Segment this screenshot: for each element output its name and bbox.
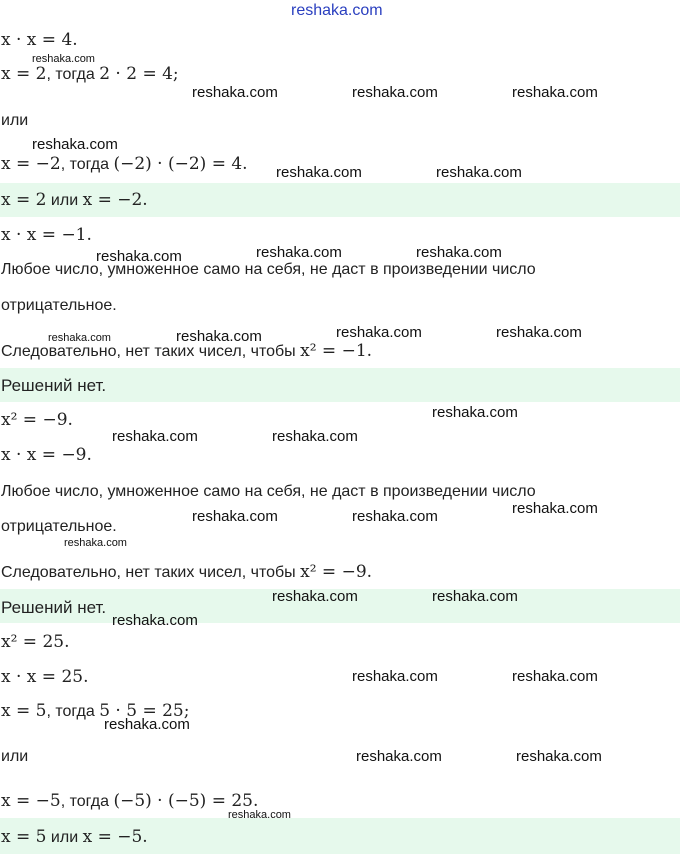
watermark: reshaka.com xyxy=(272,588,358,605)
watermark: reshaka.com xyxy=(228,809,291,821)
explanation-text: Любое число, умноженное само на себя, не даст в произведении число xyxy=(1,483,536,500)
watermark: reshaka.com xyxy=(104,716,190,733)
equation: x = 5 xyxy=(1,701,47,721)
equation-line: x · x = −1. xyxy=(1,225,92,245)
connector-text: , тогда xyxy=(60,156,114,173)
watermark: reshaka.com xyxy=(432,404,518,421)
watermark: reshaka.com xyxy=(272,428,358,445)
watermark: reshaka.com xyxy=(32,136,118,153)
watermark: reshaka.com xyxy=(32,53,95,65)
connector-text: , тогда xyxy=(60,793,114,810)
watermark: reshaka.com xyxy=(512,668,598,685)
equation: x = 2 xyxy=(1,190,47,210)
watermark: reshaka.com xyxy=(352,668,438,685)
watermark: reshaka.com xyxy=(176,328,262,345)
watermark: reshaka.com xyxy=(192,508,278,525)
watermark: reshaka.com xyxy=(48,332,111,344)
solution-line xyxy=(1,790,258,813)
equation: (−2) · (−2) = 4. xyxy=(113,154,248,174)
watermark: reshaka.com xyxy=(516,748,602,765)
watermark: reshaka.com xyxy=(416,244,502,261)
or-text: или xyxy=(1,748,29,765)
watermark: reshaka.com xyxy=(64,537,127,549)
conclusion-text: Следовательно, нет таких чисел, чтобы xyxy=(1,564,301,581)
answer-line xyxy=(1,189,148,212)
equation: x = −5. xyxy=(82,827,148,847)
watermark: reshaka.com xyxy=(192,84,278,101)
watermark: reshaka.com xyxy=(432,588,518,605)
watermark: reshaka.com xyxy=(96,248,182,265)
explanation-text: отрицательное. xyxy=(1,297,117,314)
equation-line: x² = −9. xyxy=(1,410,73,430)
equation: 2 · 2 = 4; xyxy=(99,64,179,84)
watermark: reshaka.com xyxy=(276,164,362,181)
connector-text: или xyxy=(46,829,83,846)
equation: x² = −9. xyxy=(300,562,373,582)
header-watermark: reshaka.com xyxy=(291,2,383,19)
equation-line: x · x = −9. xyxy=(1,445,92,465)
connector-text: , тогда xyxy=(46,703,100,720)
watermark: reshaka.com xyxy=(256,244,342,261)
equation: (−5) · (−5) = 25. xyxy=(113,791,259,811)
equation: x = −2 xyxy=(1,154,61,174)
connector-text: или xyxy=(46,192,83,209)
equation-line: x · x = 25. xyxy=(1,667,89,687)
watermark: reshaka.com xyxy=(336,324,422,341)
solution-line xyxy=(1,153,248,176)
solution-line xyxy=(1,63,179,86)
equation: x = 2 xyxy=(1,64,47,84)
watermark: reshaka.com xyxy=(512,500,598,517)
connector-text: , тогда xyxy=(46,66,100,83)
equation-line: x · x = 4. xyxy=(1,30,78,50)
answer-line xyxy=(1,826,148,849)
watermark: reshaka.com xyxy=(436,164,522,181)
watermark: reshaka.com xyxy=(112,612,198,629)
watermark: reshaka.com xyxy=(356,748,442,765)
answer-line: Решений нет. xyxy=(1,598,107,617)
watermark: reshaka.com xyxy=(496,324,582,341)
equation: x² = −1. xyxy=(300,341,373,361)
explanation-text: отрицательное. xyxy=(1,518,117,535)
explanation-text: Любое число, умноженное само на себя, не даст в произведении число xyxy=(1,261,536,278)
watermark: reshaka.com xyxy=(512,84,598,101)
equation: x = −5 xyxy=(1,791,61,811)
equation: 5 · 5 = 25; xyxy=(99,701,190,721)
conclusion-line xyxy=(1,561,372,584)
conclusion-text: Следовательно, нет таких чисел, чтобы xyxy=(1,343,301,360)
equation: x = −2. xyxy=(82,190,148,210)
equation: x = 5 xyxy=(1,827,47,847)
equation-line: x² = 25. xyxy=(1,632,70,652)
watermark: reshaka.com xyxy=(112,428,198,445)
watermark: reshaka.com xyxy=(352,84,438,101)
answer-line: Решений нет. xyxy=(1,376,107,395)
or-text: или xyxy=(1,112,29,129)
watermark: reshaka.com xyxy=(352,508,438,525)
